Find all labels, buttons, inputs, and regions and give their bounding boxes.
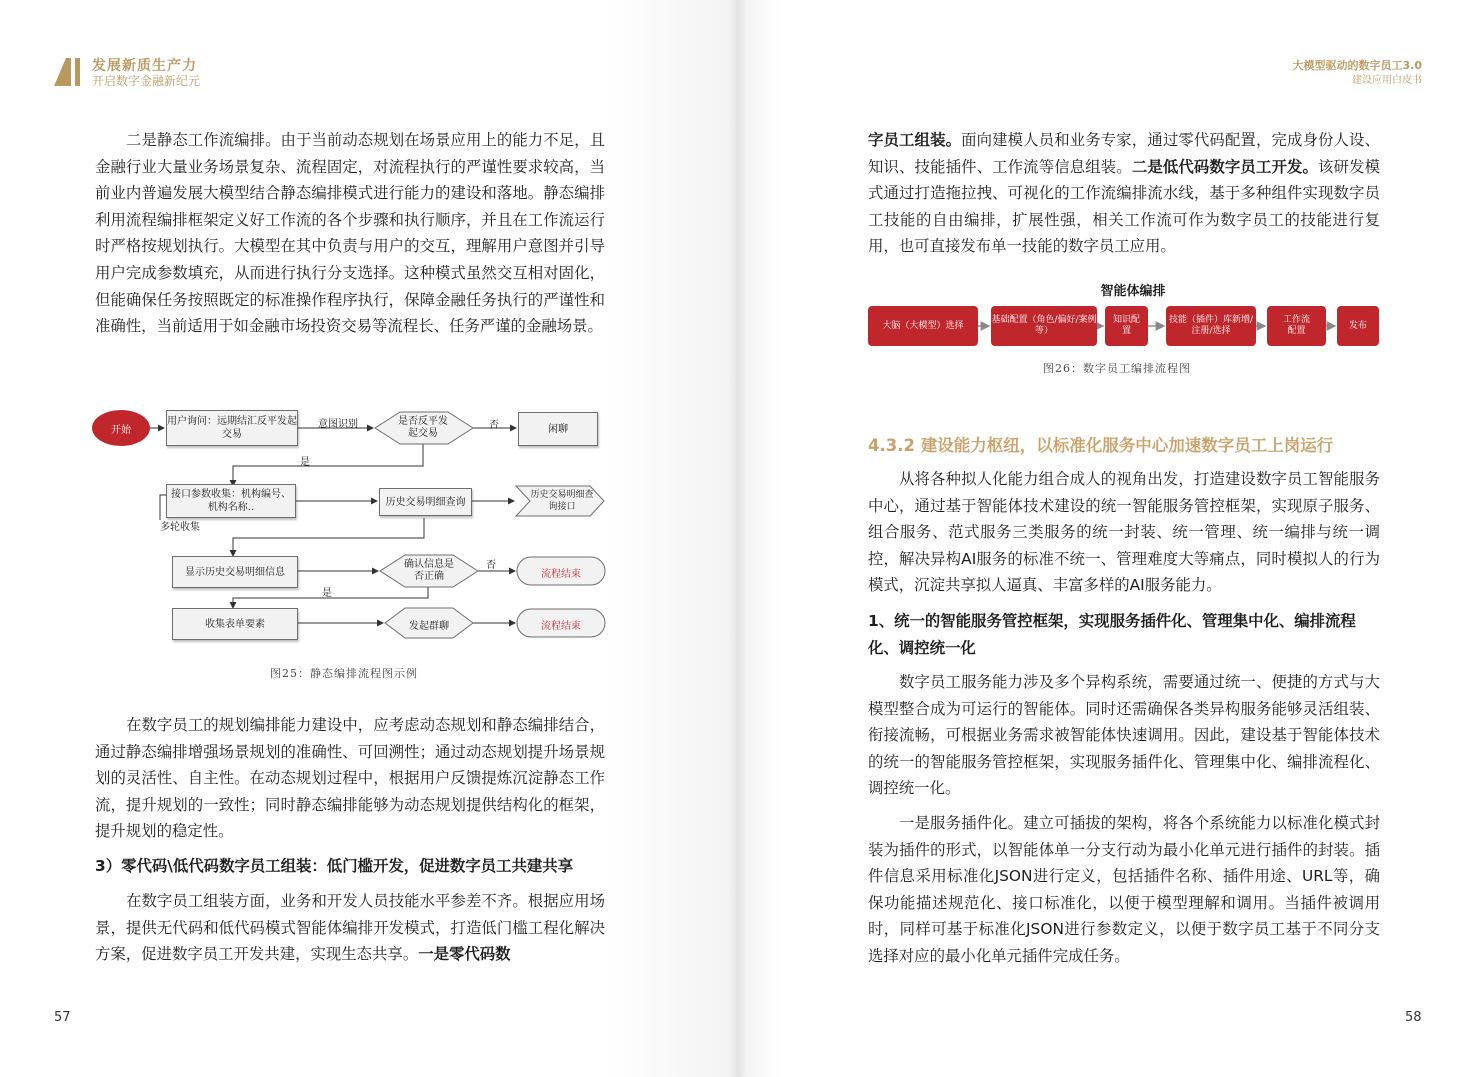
header-right-title: 大模型驱动的数字员工3.0 bbox=[1292, 59, 1422, 72]
step-workflow-config: 工作流配置 bbox=[1267, 306, 1326, 346]
left-paragraph-1: 二是静态工作流编排。由于当前动态规划在场景应用上的能力不足，且金融行业大量业务场景复杂、流程固定，对流程执行的严谨性要求较高，当前业内普遍发展大模型结合静态编排模式进行能力的建设和落地。静态编排利用流程编排框架定义好工作流的各个步骤和执行顺序，并且在工作流运行时严格按规划执行。大模型在其中负责与用户的交互，理解用户意图并引导用户完成参数填充，从而进行执行分支选择。这种模式虽然交互相对固化，但能确保任务按照既定的标准操作程序执行，保障金融任务执行的严谨性和准确性，当前适用于如金融市场投资交易等流程长、任务严谨的金融场景。 bbox=[95, 131, 605, 336]
step-skill-plugin: 技能（插件）库新增/注册/选择 bbox=[1166, 306, 1256, 346]
left-paragraph-3: 在数字员工组装方面，业务和开发人员技能水平参差不齐。根据应用场景，提供无代码和低代码模式智能体编排开发模式，打造低门槛工程化解决方案，促进数字员工开发共建，实现生态共享。一是零代码数 bbox=[95, 892, 605, 964]
flow-show-history: 显示历史交易明细信息 bbox=[172, 556, 298, 588]
flow-param-collect: 接口参数收集：机构编号、机构名称.. bbox=[166, 484, 296, 518]
book-gutter bbox=[728, 0, 746, 1077]
flow-no-1: 否 bbox=[489, 420, 499, 431]
left-paragraph-2: 在数字员工的规划编排能力建设中，应考虑动态规划和静态编排结合，通过静态编排增强场景规划的准确性、可回溯性；通过动态规划提升场景规划的灵活性、自主性。在动态规划过程中，根据用户反馈提炼沉淀静态工作流，提升规划的一致性；同时静态编排能够为动态规划提供结构化的框架，提升规划的稳定性。 bbox=[95, 716, 605, 841]
flow-history-query: 历史交易明细查询 bbox=[379, 488, 472, 516]
flow-chat: 闲聊 bbox=[518, 412, 598, 446]
flow-yes-2: 是 bbox=[322, 588, 332, 599]
header-right-subtitle: 建设应用白皮书 bbox=[1352, 75, 1422, 86]
right-paragraph-3: 数字员工服务能力涉及多个异构系统，需要通过统一、便捷的方式与大模型整合成为可运行的智能体。同时还需确保各类异构服务能够灵活组装、衔接流畅，可根据业务需求被智能体快速调用。因此，建设基于智能体技术的统一的智能服务管控框架，实现服务插件化、管理集中化、编排流程化、调控统一化。 bbox=[868, 673, 1380, 798]
flow-decision-1: 是否反平发起交易 bbox=[398, 416, 448, 439]
flow-collect-form: 收集表单要素 bbox=[172, 608, 298, 640]
section-title: 4.3.2 建设能力枢纽，以标准化服务中心加速数字员工上岗运行 bbox=[868, 436, 1334, 455]
step-base-config: 基础配置（角色/偏好/案例等） bbox=[991, 306, 1097, 346]
step-publish: 发布 bbox=[1337, 306, 1379, 346]
right-page bbox=[737, 0, 1474, 1077]
flow-intent-label: 意图识别 bbox=[318, 419, 358, 430]
step-knowledge-config: 知识配置 bbox=[1105, 306, 1148, 346]
flow-end-1: 流程结束 bbox=[541, 569, 581, 580]
flow-start: 开始 bbox=[111, 425, 131, 436]
ai-logo-icon bbox=[54, 58, 88, 86]
right-paragraph-4: 一是服务插件化。建立可插拔的架构，将各个系统能力以标准化模式封装为插件的形式，以智能体单一分支行动为最小化单元进行插件的封装。插件信息采用标准化JSON进行定义，包括插件名称、插件用途、URL等，确保功能描述规范化、接口标准化，以便于模型理解和调用。当插件被调用时，同样可基于标准化JSON进行参数定义，以便于数字员工基于不同分支选择对应的最小化单元插件完成任务。 bbox=[868, 814, 1380, 965]
flow-end-2: 流程结束 bbox=[541, 621, 581, 632]
right-paragraph-2: 从将各种拟人化能力组合成人的视角出发，打造建设数字员工智能服务中心，通过基于智能体技术建设的统一智能服务管控框架，实现原子服务、组合服务、范式服务三类服务的统一封装、统一管理、统一编排与统一调控，解决异构AI服务的标准不统一、管理难度大等痛点，同时模拟人的行为模式，沉淀共享拟人逼真、丰富多样的AI服务能力。 bbox=[868, 470, 1380, 595]
right-subheading: 1、统一的智能服务管控框架，实现服务插件化、管理集中化、编排流程化、调控统一化 bbox=[868, 612, 1356, 657]
figure-26-flowchart bbox=[868, 278, 1380, 350]
figure-26-caption: 图26：数字员工编排流程图 bbox=[1043, 362, 1191, 375]
header-title: 发展新质生产力 bbox=[92, 58, 197, 74]
flow-multi-round: 多轮收集 bbox=[160, 522, 200, 533]
page-number-right: 58 bbox=[1405, 1010, 1422, 1025]
figure-25-caption: 图25：静态编排流程图示例 bbox=[270, 667, 418, 680]
figure-26-title: 智能体编排 bbox=[1100, 284, 1166, 299]
page-number-left: 57 bbox=[54, 1010, 71, 1025]
flow-user-query: 用户询问：远期结汇反平发起交易 bbox=[166, 410, 298, 446]
flow-decision-2: 确认信息是否正确 bbox=[404, 559, 454, 582]
figure-25-flowchart bbox=[90, 398, 610, 643]
step-brain-select: 大脑（大模型）选择 bbox=[868, 306, 978, 346]
flow-group-chat: 发起群聊 bbox=[409, 621, 449, 632]
flow-history-api: 历史交易明细查询接口 bbox=[530, 490, 594, 512]
header-subtitle: 开启数字金融新纪元 bbox=[92, 74, 201, 88]
flow-no-2: 否 bbox=[486, 560, 496, 571]
left-subheading: 3）零代码\低代码数字员工组装：低门槛开发，促进数字员工共建共享 bbox=[95, 857, 574, 875]
right-paragraph-1: 字员工组装。面向建模人员和业务专家，通过零代码配置，完成身份人设、知识、技能插件、工作流等信息组装。二是低代码数字员工开发。该研发模式通过打造拖拉拽、可视化的工作流编排流水线，基于多种组件实现数字员工技能的自由编排，扩展性强，相关工作流可作为数字员工的技能进行复用，也可直接发布单一技能的数字员工应用。 bbox=[868, 131, 1380, 256]
flow-yes-1: 是 bbox=[300, 457, 310, 468]
